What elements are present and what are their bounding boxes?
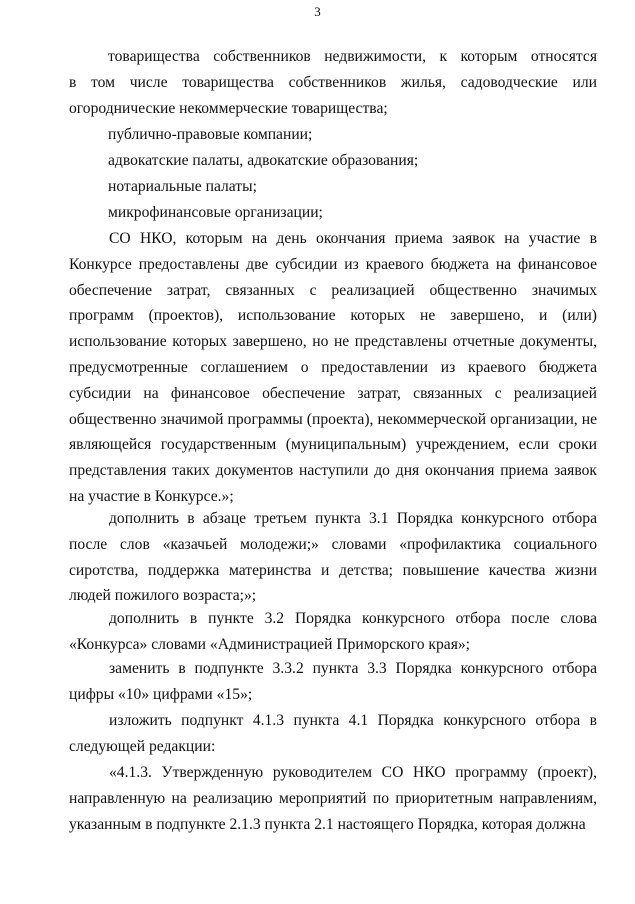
paragraph-amend-4-1-3: изложить подпункт 4.1.3 пункта 4.1 Порядка конкурсного отбора в следующей редакции: xyxy=(69,712,597,755)
text-line-2: в том числе товарищества собственников жилья, садоводческие или xyxy=(69,74,597,91)
text-line-1: товарищества собственников недвижимости, к которым относятся xyxy=(108,48,597,65)
paragraph-amend-3-2: дополнить в пункте 3.2 Порядка конкурсного отбора после слова «Конкурса» словами «Администрацией Приморского края»; xyxy=(69,610,597,653)
paragraph-amend-3-1: дополнить в абзаце третьем пункта 3.1 Порядка конкурсного отбора после слов «казачьей молодежи;» словами «профилактика социального сиротства, поддержка материнства и детства; повышение качества жизни людей пожилого возраста;»; xyxy=(69,510,597,605)
list-item-microfinance: микрофинансовые организации; xyxy=(108,204,323,221)
list-item-bar-chambers: адвокатские палаты, адвокатские образования; xyxy=(108,152,419,169)
page-number: 3 xyxy=(314,4,321,19)
list-item-notary-chambers: нотариальные палаты; xyxy=(108,178,257,195)
paragraph-so-nko-condition: СО НКО, которым на день окончания приема заявок на участие в Конкурсе предоставлены две субсидии из краевого бюджета на финансовое обеспечение затрат, связанных с реализацией общественно значимых программ (проектов), использование которых не завершено, и (или) использование которых завершено, но не представлены отчетные документы, предусмотренные соглашением о предоставлении из краевого бюджета субсидии на финансовое обеспечение затрат, связанных с реализацией общественно значимой программы (проекта), некоммерческой организации, не являющейся государственным (муниципальным) учреждением, если сроки представления таких документов наступили до дня окончания приема заявок на участие в Конкурсе.»; xyxy=(69,230,597,505)
text-line-3: огороднические некоммерческие товарищества; xyxy=(69,100,388,117)
paragraph-quote-4-1-3: «4.1.3. Утвержденную руководителем СО НКО программу (проект), направленную на реализацию мероприятий по приоритетным направлениям, указанным в подпункте 2.1.3 пункта 2.1 настоящего Порядка, которая должна xyxy=(69,764,597,833)
paragraph-amend-3-3-2: заменить в подпункте 3.3.2 пункта 3.3 Порядка конкурсного отбора цифры «10» цифрами «15»; xyxy=(69,660,597,703)
list-item-public-companies: публично-правовые компании; xyxy=(108,126,313,143)
